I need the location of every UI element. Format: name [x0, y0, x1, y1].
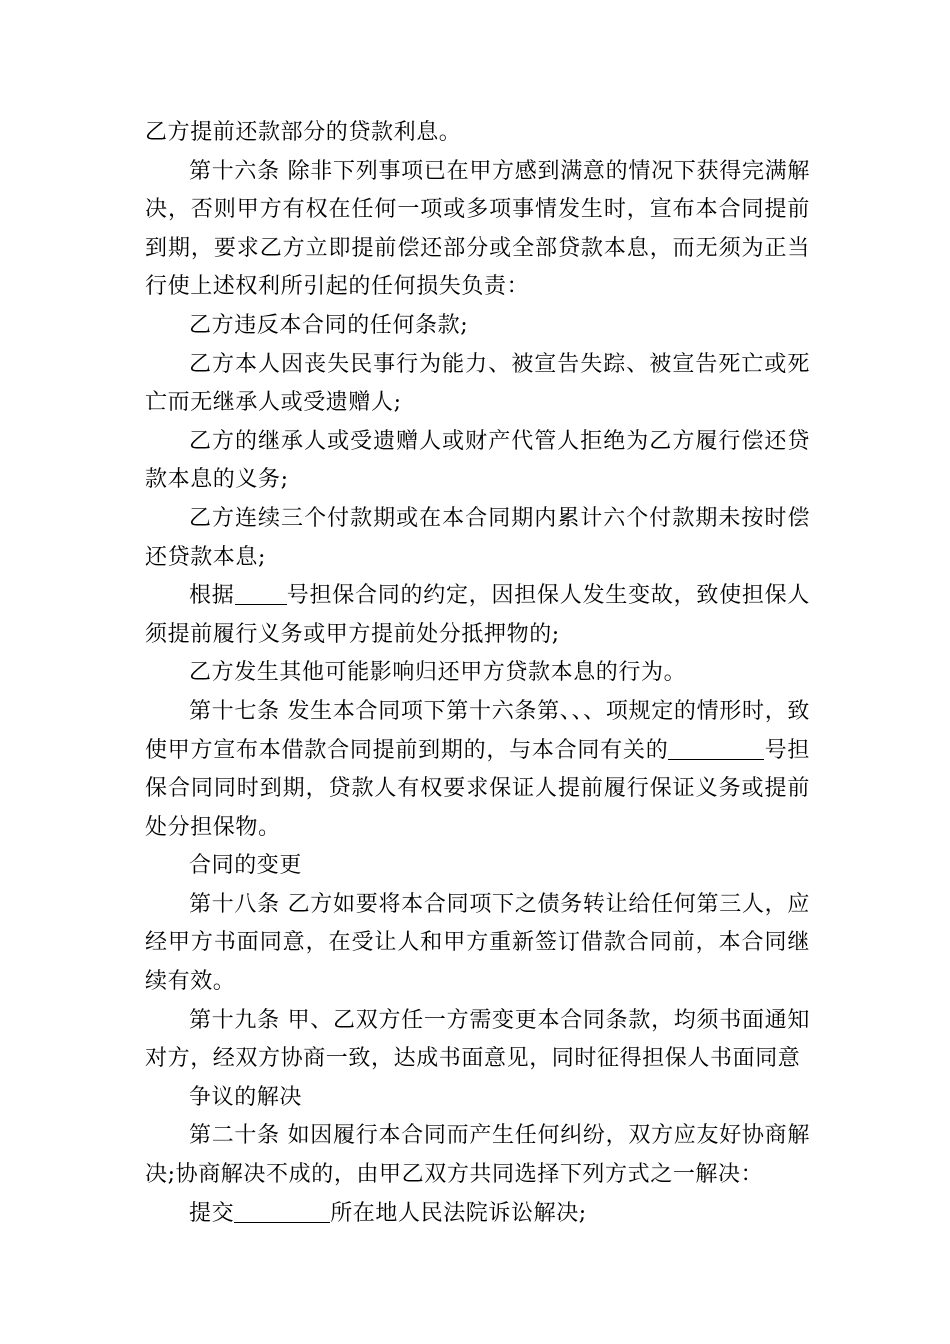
article-17-text-end: 号担保合同同时到期，贷款人有权要求保证人提前履行保证义务或提前处分担保物。 — [145, 737, 810, 840]
option-1-text-start: 提交 — [189, 1200, 235, 1226]
article-16-item-4: 乙方连续三个付款期或在本合同期内累计六个付款期未按时偿还贷款本息; — [145, 505, 810, 570]
document-body — [145, 114, 810, 1233]
paragraph-1: 乙方提前还款部分的贷款利息。 — [145, 120, 462, 145]
item-5-text-start: 根据 — [189, 583, 235, 609]
article-20-option-1 — [145, 1195, 810, 1234]
option-1-text-end: 所在地人民法院诉讼解决; — [330, 1200, 587, 1226]
guarantee-contract-number-blank — [235, 582, 287, 605]
item-5-text-end: 号担保合同的约定，因担保人发生变故，致使担保人须提前履行义务或甲方提前处分抵押物的; — [145, 583, 810, 647]
related-contract-number-blank — [668, 737, 764, 760]
article-17 — [145, 693, 810, 847]
article-16-item-6: 乙方发生其他可能影响归还甲方贷款本息的行为。 — [189, 660, 687, 686]
court-location-blank — [234, 1200, 330, 1223]
article-18: 第十八条 乙方如要将本合同项下之债务转让给任何第三人，应经甲方书面同意，在受让人和甲方重新签订借款合同前，本合同继续有效。 — [145, 891, 810, 995]
article-16: 第十六条 除非下列事项已在甲方感到满意的情况下获得完满解决，否则甲方有权在任何一项或多项事情发生时，宣布本合同提前到期，要求乙方立即提前偿还部分或全部贷款本息，而无须为正当行使上述权利所引起的任何损失负责： — [145, 158, 810, 300]
article-16-item-5 — [145, 577, 810, 654]
article-19: 第十九条 甲、乙双方任一方需变更本合同条款，均须书面通知对方，经双方协商一致，达成书面意见，同时征得担保人书面同意 — [145, 1007, 810, 1072]
article-20: 第二十条 如因履行本合同而产生任何纠纷，双方应友好协商解决;协商解决不成的，由甲乙双方共同选择下列方式之一解决： — [145, 1123, 810, 1188]
article-16-item-3: 乙方的继承人或受遗赠人或财产代管人拒绝为乙方履行偿还贷款本息的义务; — [145, 428, 810, 493]
section-heading-contract-change: 合同的变更 — [189, 853, 303, 879]
article-16-item-2: 乙方本人因丧失民事行为能力、被宣告失踪、被宣告死亡或死亡而无继承人或受遗赠人; — [145, 351, 810, 416]
article-16-item-1: 乙方违反本合同的任何条款; — [189, 312, 469, 338]
section-heading-dispute-resolution: 争议的解决 — [189, 1084, 303, 1110]
article-17-text-start: 第十七条 发生本合同项下第十六条第、、、项规定的情形时，致使甲方宣布本借款合同提前到期的，与本合同有关的 — [145, 698, 810, 763]
